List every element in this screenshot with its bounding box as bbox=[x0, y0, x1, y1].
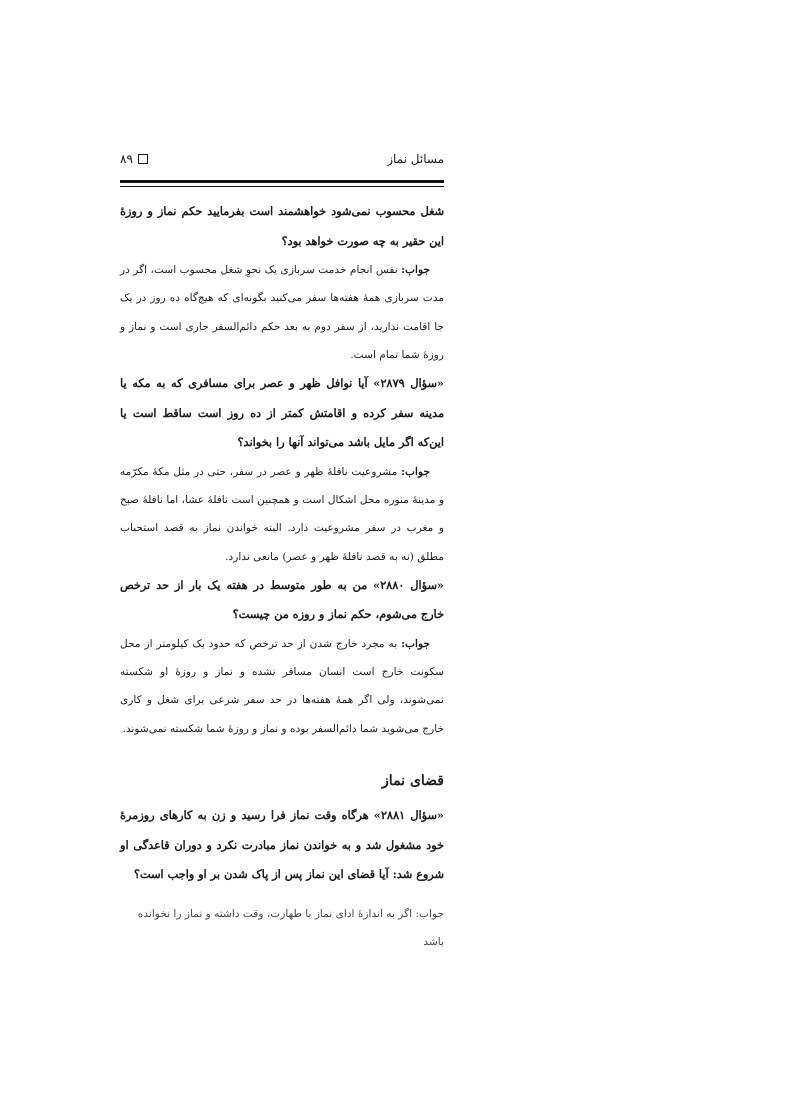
page-body bbox=[120, 197, 444, 948]
running-head bbox=[120, 150, 444, 176]
question-2879: «سؤال ۲۸۷۹» آیا نوافل ظهر و عصر برای مسافری که به مکه یا مدینه سفر کرده و اقامتش کمتر از ده روز است ساقط است یا این‌که اگر مایل باشد می‌تواند آنها را بخواند؟ bbox=[120, 376, 444, 450]
question-2881: «سؤال ۲۸۸۱» هرگاه وقت نماز فرا رسید و زن به کارهای روزمرهٔ خود مشغول شد و به خواندن نماز مبادرت نکرد و دوران قاعدگی او شروع شد: آیا قضای این نماز پس از پاک شدن بر او واجب است؟ bbox=[120, 808, 444, 882]
section-title: قضای نماز bbox=[382, 773, 444, 790]
answer-2879 bbox=[120, 458, 444, 571]
book-page bbox=[120, 150, 444, 948]
page-number-value: ۸۹ bbox=[120, 152, 133, 166]
answer-2881-cut: جواب: اگر به اندازهٔ ادای نماز با طهارت، وقت داشته و نماز را نخوانده باشد bbox=[137, 907, 444, 948]
answer-text: به مجرد خارج شدن از حد ترخص که حدود یک کیلومتر از محل سکونت خارج است انسان مسافر نشده و نماز و روزهٔ او شکسته نمی‌شوند، ولی اگر همهٔ هفته‌ها در حد سفر شرعی برای شغل و کاری خارج می‌شوید شما دائم‌السفر بوده و نماز و روزهٔ شما شکسته نمی‌شوند. bbox=[120, 637, 444, 735]
answer-text: مشروعیت نافلهٔ ظهر و عصر در سفر، حتی در مثل مکهٔ مکرّمه و مدینهٔ منوره محل اشکال است و همچنین است نافلهٔ عشا، اما نافلهٔ صبح و مغرب در سفر مشروعیت دارد. البته خواندن نماز به قصد استحباب مطلق (نه به قصد نافلهٔ ظهر و عصر) مانعی ندارد. bbox=[120, 465, 444, 563]
answer-previous bbox=[120, 256, 444, 369]
page-number bbox=[120, 152, 148, 166]
answer-2880 bbox=[120, 630, 444, 743]
question-2880: «سؤال ۲۸۸۰» من به طور متوسط در هفته یک بار از حد ترخص خارج می‌شوم، حکم نماز و روزه من چیست؟ bbox=[120, 577, 444, 622]
question-continued: شغل محسوب نمی‌شود خواهشمند است بفرمایید حکم نماز و روزهٔ این حقیر به چه صورت خواهد بود؟ bbox=[120, 204, 444, 248]
answer-label: جواب: bbox=[401, 637, 430, 650]
running-head-title: مسائل نماز bbox=[387, 152, 444, 166]
answer-label: جواب: bbox=[401, 264, 430, 276]
square-ornament-icon bbox=[138, 154, 148, 164]
header-rule-thin bbox=[120, 186, 444, 187]
answer-label: جواب: bbox=[401, 465, 430, 478]
header-rule-thick bbox=[120, 180, 444, 183]
answer-text: نفس انجام خدمت سربازی یک نحوِ شغل محسوب است، اگر در مدت سربازی همهٔ هفته‌ها سفر می‌کنید بگونه‌ای که هیچ‌گاه ده روز در یک جا اقامت ندارید، از سفر دوم به بعد حکم دائم‌السفر جاری است و نماز و روزهٔ شما تمام است. bbox=[120, 264, 444, 361]
